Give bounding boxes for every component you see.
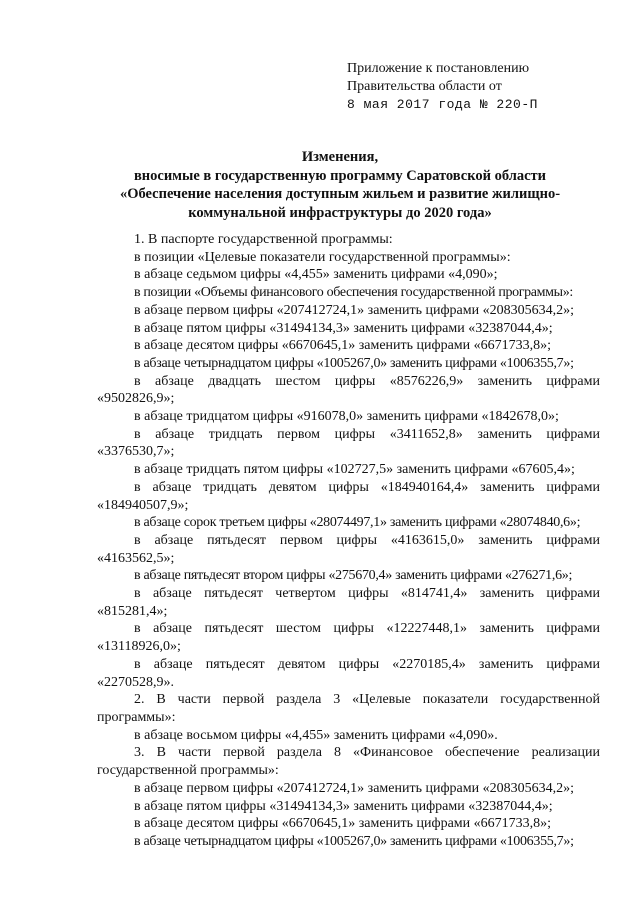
appendix-line-1: Приложение к постановлению [347, 61, 530, 76]
paragraph: в абзаце десятом цифры «6670645,1» заменить цифрами «6671733,8»; [134, 816, 552, 832]
paragraph: в абзаце тридцать девятом цифры «184940164,4» заменить цифрами «184940507,9»; [97, 479, 600, 513]
appendix-block [347, 60, 538, 114]
paragraph: в абзаце пятьдесят девятом цифры «2270185,4» заменить цифрами «2270528,9». [97, 656, 600, 690]
paragraph: в позиции «Объемы финансового обеспечения государственной программы»: [134, 285, 573, 301]
paragraph-item-2: 2. В части первой раздела 3 «Целевые показатели государственной программы»: [97, 692, 600, 725]
paragraph: в абзаце тридцать первом цифры «3411652,8» заменить цифрами «3376530,7»; [97, 426, 600, 460]
document-body [97, 231, 600, 851]
title-line-2: вносимые в государственную программу Саратовской области [133, 167, 547, 184]
paragraph: в абзаце четырнадцатом цифры «1005267,0» заменить цифрами «1006355,7»; [134, 355, 574, 371]
paragraph: в абзаце сорок третьем цифры «28074497,1» заменить цифрами «28074840,6»; [134, 515, 581, 531]
document-title [60, 148, 620, 222]
paragraph: в абзаце пятьдесят шестом цифры «12227448,1» заменить цифрами «13118926,0»; [97, 621, 600, 655]
paragraph: в абзаце седьмом цифры «4,455» заменить цифрами «4,090»; [134, 267, 498, 283]
paragraph: в абзаце пятьдесят четвертом цифры «814741,4» заменить цифрами «815281,4»; [97, 586, 600, 619]
paragraph: в абзаце пятьдесят первом цифры «4163615,0» заменить цифрами «4163562,5»; [97, 532, 600, 566]
paragraph: в абзаце десятом цифры «6670645,1» заменить цифрами «6671733,8»; [134, 338, 552, 354]
paragraph: в абзаце первом цифры «207412724,1» заменить цифрами «208305634,2»; [134, 780, 574, 796]
paragraph: в абзаце тридцать пятом цифры «102727,5» заменить цифрами «67605,4»; [134, 462, 575, 478]
paragraph: в абзаце пятом цифры «31494134,3» заменить цифрами «32387044,4»; [134, 798, 553, 814]
paragraph: в абзаце пятом цифры «31494134,3» заменить цифрами «32387044,4»; [134, 320, 553, 336]
title-line-3: «Обеспечение населения доступным жильем и развитие жилищно- [119, 186, 561, 202]
paragraph: в абзаце первом цифры «207412724,1» заменить цифрами «208305634,2»; [134, 302, 574, 318]
paragraph-item-1: 1. В паспорте государственной программы: [134, 232, 393, 247]
paragraph: в абзаце пятьдесят втором цифры «275670,4» заменить цифрами «276271,6»; [134, 568, 573, 584]
appendix-line-2: Правительства области от [347, 79, 502, 94]
paragraph: в абзаце четырнадцатом цифры «1005267,0» заменить цифрами «1006355,7»; [134, 833, 574, 849]
title-line-4: коммунальной инфраструктуры до 2020 года» [188, 204, 492, 221]
title-line-1: Изменения, [301, 149, 379, 165]
paragraph: в абзаце двадцать шестом цифры «8576226,9» заменить цифрами «9502826,9»; [97, 373, 600, 407]
appendix-date: 8 мая 2017 года № 220-П [347, 97, 538, 112]
paragraph: в абзаце тридцатом цифры «916078,0» заменить цифрами «1842678,0»; [134, 409, 559, 425]
paragraph: в позиции «Целевые показатели государственной программы»: [134, 249, 511, 265]
paragraph-item-3: 3. В части первой раздела 8 «Финансовое обеспечение реализации государственной программы»: [97, 745, 600, 779]
paragraph: в абзаце восьмом цифры «4,455» заменить цифрами «4,090». [134, 727, 498, 743]
